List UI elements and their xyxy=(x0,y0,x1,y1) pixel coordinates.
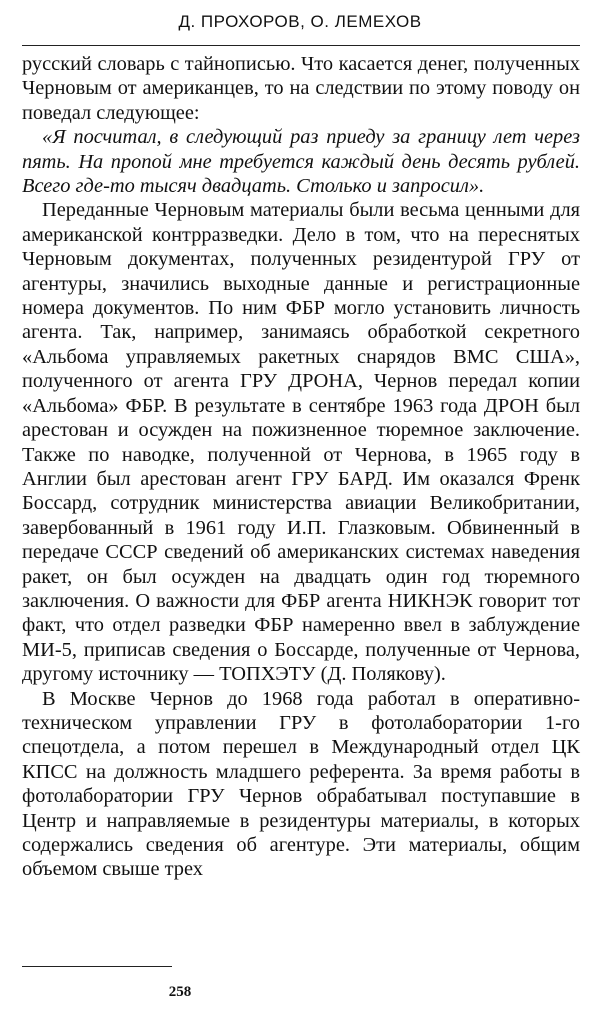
paragraph-moscow: В Москве Чернов до 1968 года работал в оперативно-техническом управлении ГРУ в фотолаборатории 1-го спецотдела, а потом перешел в Международный отдел ЦК КПСС на должность младшего референта. За время работы в фотолаборатории ГРУ Чернов обрабатывал поступавшие в Центр и направляемые в резидентуры материалы, в которых содержались сведения об агентуре. Эти материалы, общим объемом свыше трех xyxy=(22,687,580,881)
footer-divider xyxy=(22,966,172,967)
paragraph-continuation: русский словарь с тайнописью. Что касается денег, полученных Черновым от американцев, то на следствии по этому поводу он поведал следующее: xyxy=(22,53,580,124)
header-divider xyxy=(22,45,580,46)
running-header: Д. ПРОХОРОВ, О. ЛЕМЕХОВ xyxy=(178,12,422,31)
paragraph-quote: «Я посчитал, в следующий раз приеду за границу лет через пять. На пропой мне требуется каждый день десять рублей. Всего где-то тысяч двадцать. Столько и запросил». xyxy=(22,126,580,198)
paragraph-materials: Переданные Черновым материалы были весьма ценными для американской контрразведки. Дело в том, что на переснятых Черновым документах, полученных резидентурой ГРУ от агентуры, значились выходные данные и регистрационные номера документов. По ним ФБР могло установить личность агента. Так, например, занимаясь обработкой секретного «Альбома управляемых ракетных снарядов ВМС США», полученного от агента ГРУ ДРОНА, Чернов передал копии «Альбома» ФБР. В результате в сентябре 1963 года ДРОН был арестован и осужден на пожизненное тюремное заключение. Также по наводке, полученной от Чернова, в 1965 году в Англии был арестован агент ГРУ БАРД. Им оказался Френк Боссард, сотрудник министерства авиации Великобритании, завербованный в 1961 году И.П. Глазковым. Обвиненный в передаче СССР сведений об американских системах наведения ракет, он был осужден на двадцать один год тюремного заключения. О важности для ФБР агента НИКНЭК говорит тот факт, что отдел разведки ФБР намеренно ввел в заблуждение МИ-5, приписав сведения о Боссарде, полученные от Чернова, другому источнику — ТОПХЭТУ (Д. Полякову). xyxy=(22,199,580,686)
page-body xyxy=(22,52,580,882)
page-number: 258 xyxy=(168,984,192,1000)
